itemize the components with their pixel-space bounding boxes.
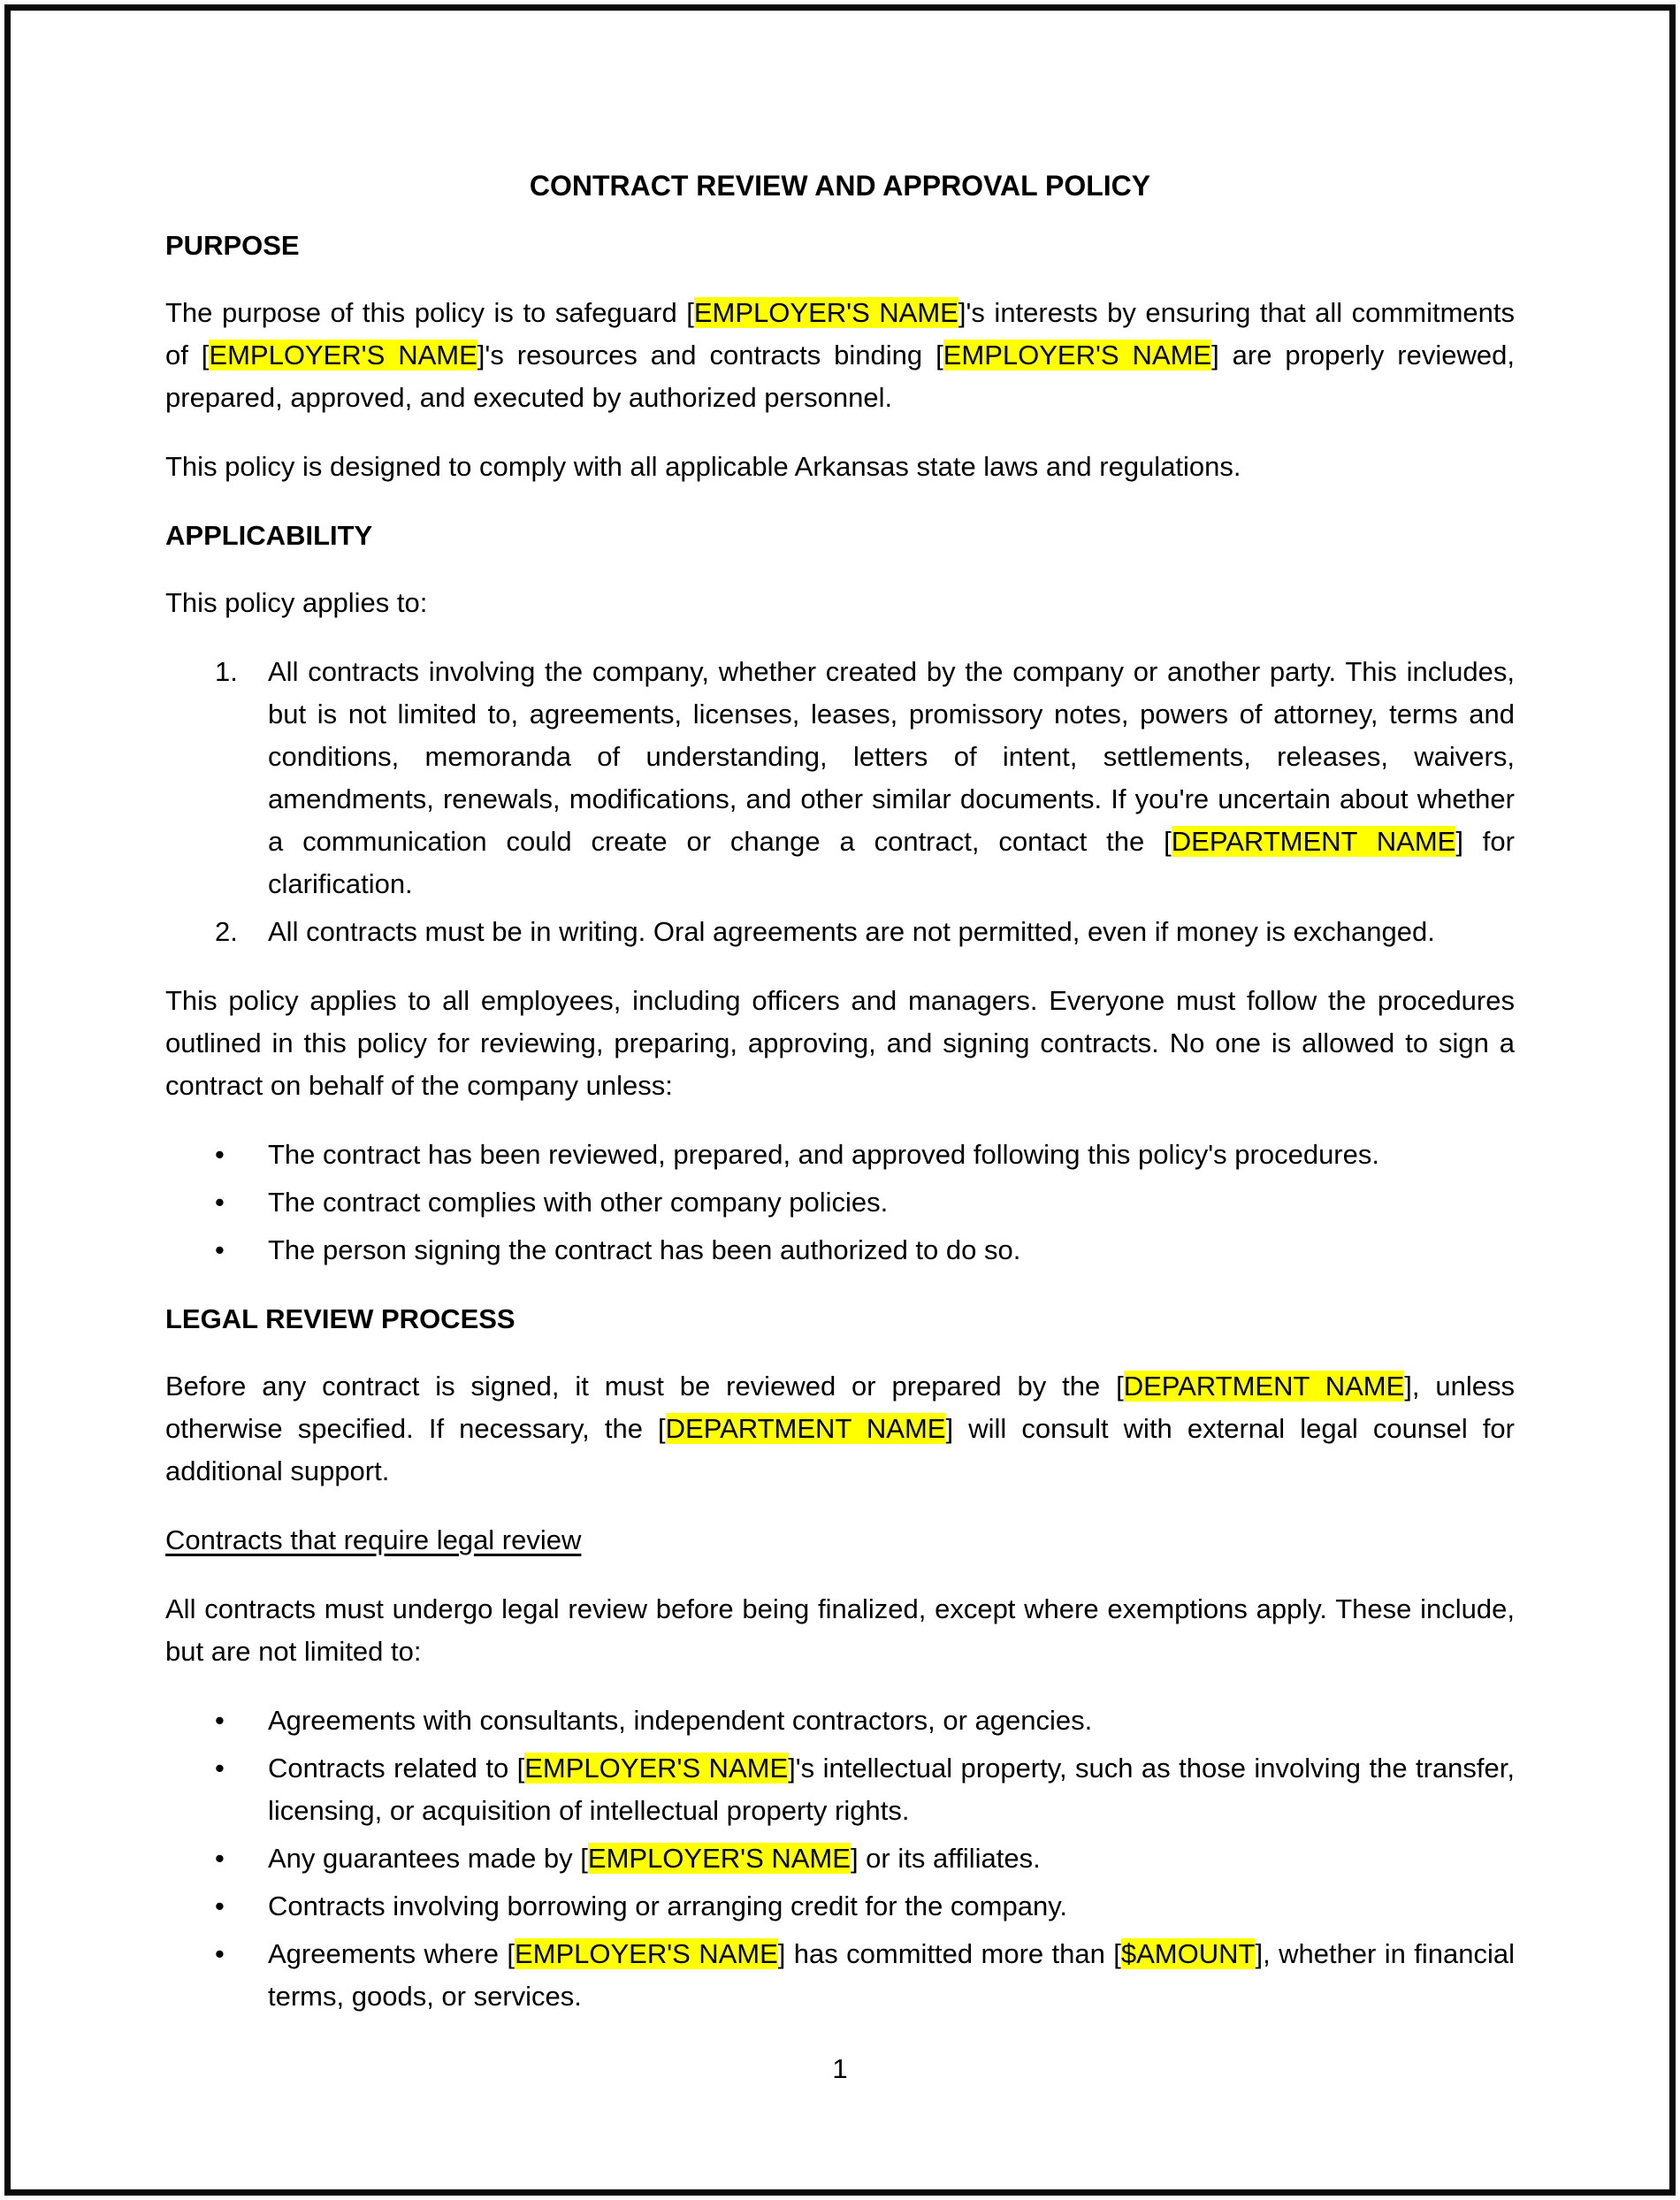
- list-item-text: [268, 1837, 1515, 1880]
- bullet-marker: •: [215, 1843, 225, 1874]
- legal-review-items-list: [165, 1700, 1515, 2018]
- highlighted-placeholder: EMPLOYER'S NAME: [587, 1843, 851, 1874]
- signing-conditions-list: [165, 1134, 1515, 1272]
- legal-review-intro: [165, 1365, 1515, 1493]
- bullet-list-item: [165, 1229, 1515, 1272]
- purpose-paragraph-1: [165, 292, 1515, 419]
- applicability-intro: [165, 582, 1515, 624]
- heading-applicability: APPLICABILITY: [165, 520, 373, 551]
- bullet-list-item: [165, 1933, 1515, 2018]
- bullet-list-item: [165, 1885, 1515, 1928]
- list-number: 2.: [215, 916, 238, 947]
- bullet-marker: •: [215, 1187, 225, 1218]
- text-segment: Contracts involving borrowing or arranging credit for the company.: [268, 1891, 1068, 1921]
- text-segment: ]'s intellectual property, such as those involving the transfer, licensing, or acquisition of intellectual property rights.: [268, 1753, 1515, 1826]
- text-segment: ] are properly reviewed, prepared, approved, and executed by authorized personnel.: [165, 340, 1515, 413]
- text-segment: All contracts must undergo legal review before being finalized, except where exemptions apply. These include, but are not limited to:: [165, 1593, 1515, 1667]
- list-item-text: [268, 1229, 1515, 1272]
- text-segment: All contracts must be in writing. Oral agreements are not permitted, even if money is exchanged.: [268, 916, 1435, 947]
- bullet-list-item: [165, 1747, 1515, 1832]
- applicability-employees-paragraph: [165, 980, 1515, 1107]
- text-segment: CONTRACT REVIEW AND APPROVAL POLICY: [529, 170, 1151, 202]
- list-item-text: [268, 911, 1515, 953]
- list-item-text: [268, 1747, 1515, 1832]
- text-segment: The contract complies with other company policies.: [268, 1187, 889, 1218]
- text-segment: All contracts involving the company, whether created by the company or another party. This includes, but is not limited to, agreements, licenses, leases, promissory notes, powers of attorney, terms and conditions, memoranda of understanding, letters of intent, settlements, releases, waivers, amendments, renewals, modifications, and other similar documents. If you're uncertain about whether a communication could create or change a contract, contact the [: [268, 656, 1515, 857]
- text-segment: ]'s resources and contracts binding [: [477, 340, 943, 370]
- list-item-text: [268, 1885, 1515, 1928]
- highlighted-placeholder: $AMOUNT: [1120, 1938, 1256, 1969]
- text-segment: Before any contract is signed, it must be reviewed or prepared by the [: [165, 1371, 1124, 1402]
- purpose-paragraph-2: [165, 446, 1515, 488]
- subheading-contracts-require-legal-review: Contracts that require legal review: [165, 1524, 582, 1555]
- text-segment: ], unless otherwise specified. If necessary, the [: [165, 1371, 1515, 1444]
- text-segment: The purpose of this policy is to safeguard [: [165, 297, 694, 328]
- text-segment: Contracts related to [: [268, 1753, 525, 1784]
- list-number: 1.: [215, 656, 238, 687]
- applicability-numbered-list: [165, 651, 1515, 953]
- list-item-text: [268, 1933, 1515, 2018]
- bullet-list-item: [165, 1181, 1515, 1224]
- text-segment: This policy applies to:: [165, 587, 428, 618]
- highlighted-placeholder: DEPARTMENT NAME: [1123, 1371, 1405, 1402]
- bullet-marker: •: [215, 1705, 225, 1736]
- numbered-list-item: [165, 911, 1515, 953]
- highlighted-placeholder: EMPLOYER'S NAME: [693, 297, 958, 328]
- bullet-marker: •: [215, 1139, 225, 1170]
- bullet-marker: •: [215, 1753, 225, 1784]
- legal-review-requirements-intro: [165, 1588, 1515, 1673]
- bullet-marker: •: [215, 1234, 225, 1265]
- heading-legal-review-process: LEGAL REVIEW PROCESS: [165, 1303, 515, 1334]
- text-segment: ] for clarification.: [268, 826, 1515, 899]
- text-segment: ]'s interests by ensuring that all commitments of [: [165, 297, 1515, 370]
- highlighted-placeholder: EMPLOYER'S NAME: [524, 1753, 789, 1784]
- text-segment: The person signing the contract has been authorized to do so.: [268, 1234, 1021, 1265]
- bullet-marker: •: [215, 1938, 225, 1969]
- list-item-text: [268, 1700, 1515, 1742]
- bullet-list-item: [165, 1700, 1515, 1742]
- page-number: 1: [832, 2053, 848, 2084]
- text-segment: ] will consult with external legal counsel for additional support.: [165, 1413, 1515, 1486]
- highlighted-placeholder: EMPLOYER'S NAME: [943, 340, 1212, 370]
- text-segment: Any guarantees made by [: [268, 1843, 588, 1874]
- text-segment: Agreements with consultants, independent contractors, or agencies.: [268, 1705, 1093, 1736]
- list-item-text: [268, 1134, 1515, 1176]
- bullet-marker: •: [215, 1891, 225, 1921]
- bullet-list-item: [165, 1837, 1515, 1880]
- highlighted-placeholder: EMPLOYER'S NAME: [514, 1938, 778, 1969]
- list-item-text: [268, 1181, 1515, 1224]
- text-segment: ] has committed more than [: [777, 1938, 1121, 1969]
- text-segment: This policy applies to all employees, including officers and managers. Everyone must follow the procedures outlined in this policy for reviewing, preparing, approving, and signing contracts. No one is allowed to sign a contract on behalf of the company unless:: [165, 985, 1515, 1101]
- highlighted-placeholder: DEPARTMENT NAME: [1171, 826, 1456, 857]
- bullet-list-item: [165, 1134, 1515, 1176]
- list-item-text: [268, 651, 1515, 905]
- text-segment: The contract has been reviewed, prepared, and approved following this policy's procedures.: [268, 1139, 1379, 1170]
- heading-purpose: PURPOSE: [165, 230, 300, 261]
- document-title: [165, 164, 1515, 207]
- text-segment: ], whether in financial terms, goods, or services.: [268, 1938, 1516, 2012]
- text-segment: ] or its affiliates.: [850, 1843, 1041, 1874]
- numbered-list-item: [165, 651, 1515, 905]
- text-segment: This policy is designed to comply with all applicable Arkansas state laws and regulations.: [165, 451, 1241, 482]
- highlighted-placeholder: EMPLOYER'S NAME: [209, 340, 477, 370]
- highlighted-placeholder: DEPARTMENT NAME: [665, 1413, 946, 1444]
- text-segment: Agreements where [: [268, 1938, 515, 1969]
